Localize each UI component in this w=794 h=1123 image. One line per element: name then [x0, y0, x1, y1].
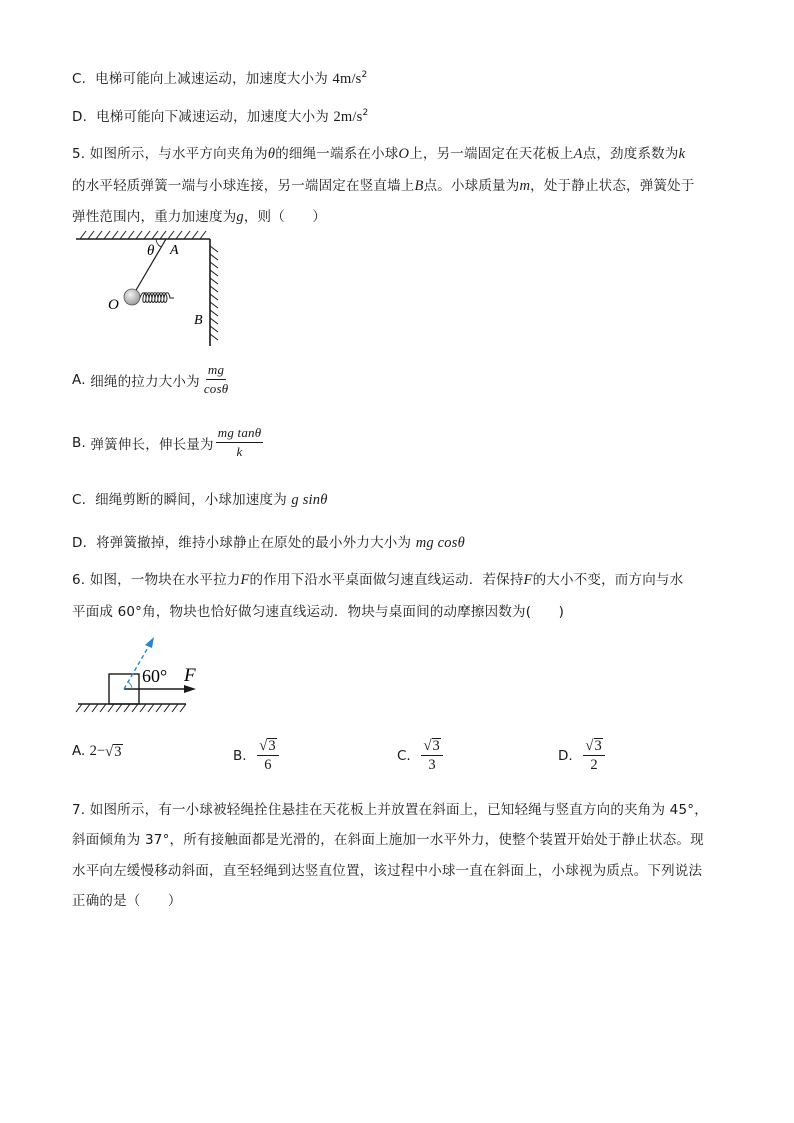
q5-figure — [68, 226, 228, 352]
spring — [140, 293, 174, 303]
fraction: √ 3 2 — [583, 738, 604, 773]
q6-stem-line-2: 平面成 60°角，物块也恰好做匀速直线运动．物块与桌面间的动摩擦因数为( ) — [72, 604, 565, 620]
q4-option-d: D. 电梯可能向下减速运动，加速度大小为 $2m/s^2$ — [72, 108, 369, 125]
q5-option-b: B. 弹簧伸长，伸长量为 $\frac{\text{mg tanθ}}{k}$ — [72, 425, 262, 459]
q7-stem-line-1: 7. 如图所示，有一小球被轻绳拴住悬挂在天花板上并放置在斜面上，已知轻绳与竖直方向的夹角为 45°， — [72, 802, 708, 818]
angle-arc — [128, 682, 132, 689]
ball — [124, 289, 140, 305]
q6-option-d: D. √ 3 2 — [558, 738, 607, 773]
label-force: F — [184, 665, 196, 686]
q5-stem-line-1: 5. 如图所示，与水平方向夹角为θ的细绳一端系在小球O上，另一端固定在天花板上A点，劲度系数为k — [72, 146, 686, 162]
q5-option-a: A. 细绳的拉力大小为 $\frac{mg}{\cos\theta}$ — [72, 362, 229, 396]
q5-stem-line-3: 弹性范围内，重力加速度为g，则（ ） — [72, 209, 327, 225]
tilted-force-arrowhead — [145, 637, 154, 648]
wall-hatch — [210, 246, 218, 340]
fraction: √ 3 6 — [257, 738, 278, 773]
q5-stem-line-2: 的水平轻质弹簧一端与小球连接，另一端固定在竖直墙上B点。小球质量为m，处于静止状态，弹簧处于 — [72, 178, 695, 194]
sqrt: √ 3 — [105, 744, 122, 760]
label-angle: 60° — [142, 666, 168, 686]
q7-stem-line-4: 正确的是（ ） — [72, 893, 182, 909]
q4-option-c: C. 电梯可能向上减速运动，加速度大小为 $4m/s^2$ — [72, 70, 368, 87]
theta-arc — [156, 239, 161, 247]
label-b: B — [194, 313, 203, 328]
label-a: A — [170, 243, 179, 258]
label-o: O — [108, 297, 119, 313]
table-hatch — [76, 704, 186, 712]
q6-option-a: A. 2− √ 3 — [72, 742, 122, 760]
ceiling — [76, 231, 210, 239]
ceiling-hatch — [80, 231, 206, 239]
wall — [210, 239, 218, 346]
label-theta: θ — [147, 243, 155, 259]
fraction: $\frac{mg}{\cos\theta}$ — [203, 362, 229, 396]
q5-option-d: D. 将弹簧撤掉，维持小球静止在原处的最小外力大小为 mg cosθ — [72, 535, 465, 551]
horizontal-force-arrowhead — [184, 685, 196, 693]
fraction: √ 3 3 — [421, 738, 442, 773]
q6-stem-line-1: 6. 如图，一物块在水平拉力F的作用下沿水平桌面做匀速直线运动．若保持F的大小不变，而方向与水 — [72, 572, 684, 588]
q6-figure — [72, 628, 202, 718]
q7-stem-line-3: 水平向左缓慢移动斜面，直至轻绳到达竖直位置，该过程中小球一直在斜面上，小球视为质点。下列说法 — [72, 863, 703, 879]
fraction: $\frac{\text{mg tanθ}}{k}$ — [217, 425, 262, 459]
q6-option-b: B. √ 3 6 — [233, 738, 281, 773]
q7-stem-line-2: 斜面倾角为 37°，所有接触面都是光滑的，在斜面上施加一水平外力，使整个装置开始处于静止状态。现 — [72, 832, 704, 848]
q5-option-c: C. 细绳剪断的瞬间，小球加速度为 g sinθ — [72, 492, 328, 508]
q6-option-c: C. √ 3 3 — [397, 738, 445, 773]
